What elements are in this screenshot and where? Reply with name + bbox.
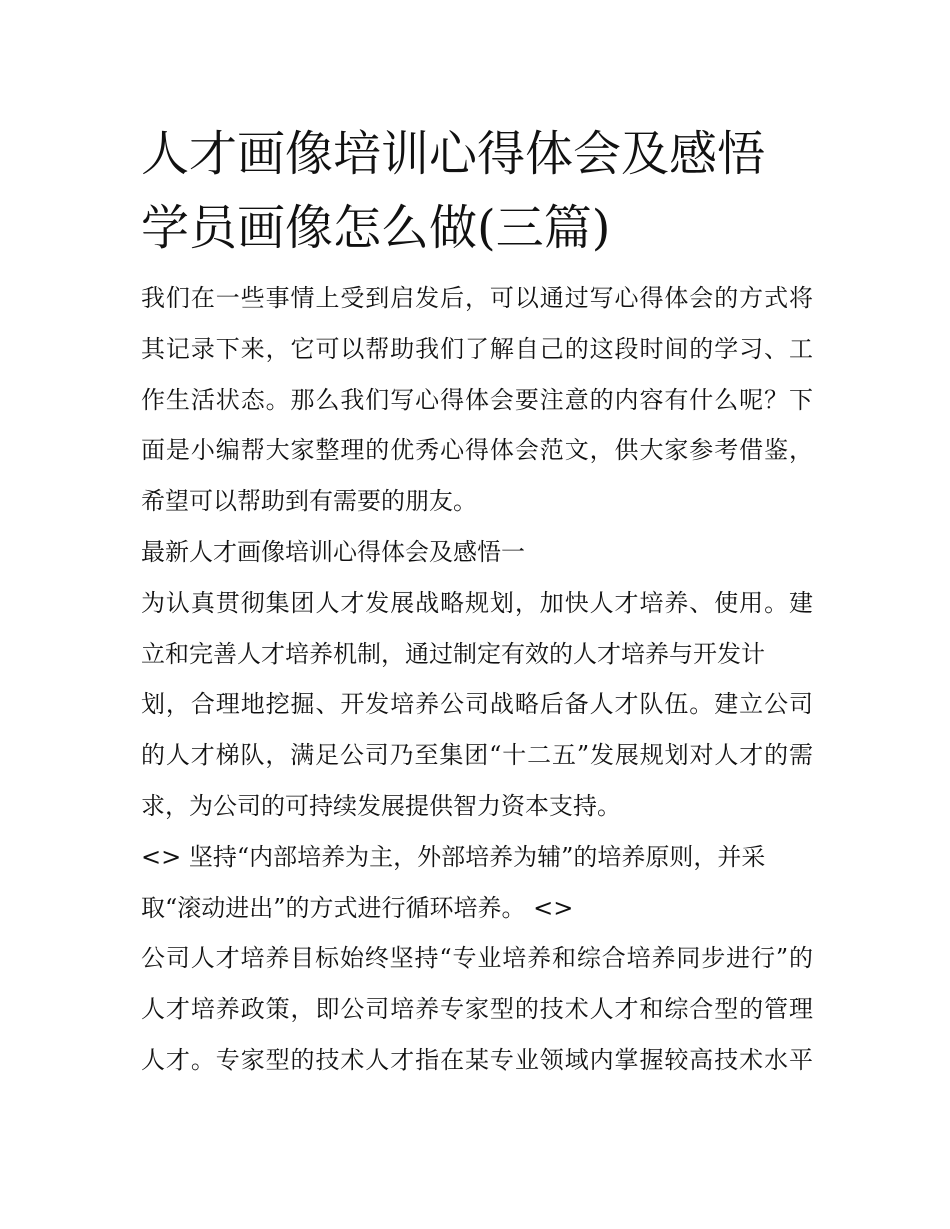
title-line: 学员画像怎么做(三篇) (141, 200, 611, 256)
paragraph-line: 立和完善人才培养机制，通过制定有效的人才培养与开发计 (141, 639, 765, 668)
paragraph-line: 的人才梯队，满足公司乃至集团“十二五”发展规划对人才的需 (141, 741, 813, 770)
paragraph-line: 公司人才培养目标始终坚持“专业培养和综合培养同步进行”的 (141, 944, 813, 973)
paragraph-line: 为认真贯彻集团人才发展战略规划，加快人才培养、使用。建 (141, 588, 813, 617)
paragraph-line: 取“滚动进出”的方式进行循环培养。 <> (141, 893, 574, 922)
title-line: 人才画像培训心得体会及感悟 (141, 126, 766, 182)
paragraph-line: 人才培养政策，即公司培养专家型的技术人才和综合型的管理 (141, 995, 813, 1024)
paragraph-line: 希望可以帮助到有需要的朋友。 (141, 487, 477, 516)
paragraph-line: 人才。专家型的技术人才指在某专业领域内掌握较高技术水平 (141, 1045, 813, 1074)
paragraph-line: 求，为公司的可持续发展提供智力资本支持。 (141, 791, 621, 820)
paragraph-line: 其记录下来，它可以帮助我们了解自己的这段时间的学习、工 (141, 334, 813, 363)
section-heading: 最新人才画像培训心得体会及感悟一 (141, 537, 525, 566)
paragraph-line: <> 坚持“内部培养为主，外部培养为辅”的培养原则，并采 (141, 842, 766, 871)
document-content (141, 117, 813, 1086)
paragraph-line: 划，合理地挖掘、开发培养公司战略后备人才队伍。建立公司 (141, 690, 813, 719)
paragraph-line: 我们在一些事情上受到启发后，可以通过写心得体会的方式将 (141, 284, 813, 312)
document-title (141, 117, 813, 265)
paragraph-line: 面是小编帮大家整理的优秀心得体会范文，供大家参考借鉴， (141, 436, 813, 465)
document-body (141, 273, 813, 1086)
paragraph-line: 作生活状态。那么我们写心得体会要注意的内容有什么呢？下 (141, 385, 813, 414)
